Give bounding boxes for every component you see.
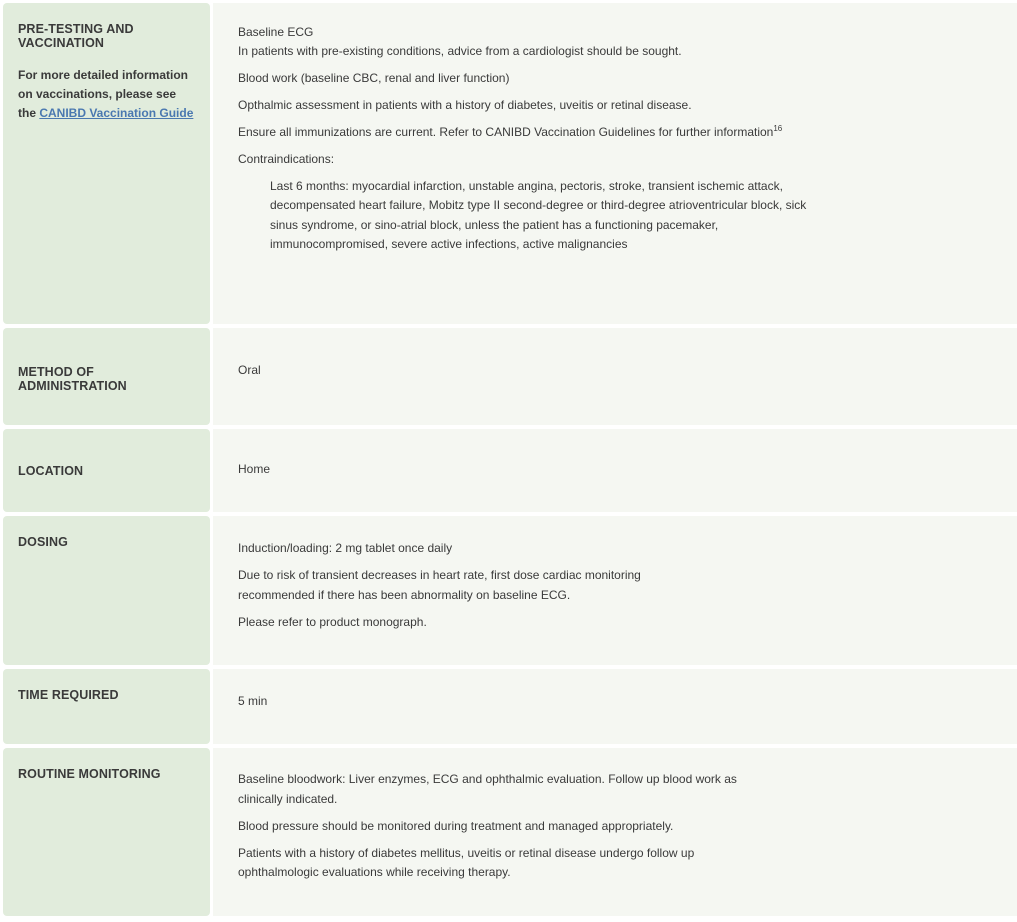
canibd-vaccination-guide-link[interactable]: CANIBD Vaccination Guide xyxy=(39,106,194,120)
label-location: LOCATION xyxy=(18,464,84,478)
row-location xyxy=(0,429,1017,512)
label-cell-method xyxy=(3,328,210,425)
contraindications-text: Last 6 months: myocardial infarction, unstable angina, pectoris, stroke, transient ischemic attack, decompensated heart failure, Mobitz type II second-degree or third-degree atrioventricular block, sick sinus syndrome, or sino-atrial block, unless the patient has a functioning pacemaker, immunocompromised, severe active infections, active malignancies xyxy=(270,178,807,251)
row-method xyxy=(0,328,1017,425)
label-cell-dosing xyxy=(3,516,210,665)
content-cell-time xyxy=(213,669,1017,744)
cardiologist-text: In patients with pre-existing conditions, advice from a cardiologist should be sought. xyxy=(238,44,682,58)
row-pretesting xyxy=(0,3,1017,324)
baseline-ecg-text: Baseline ECG xyxy=(238,25,314,39)
label-dosing: DOSING xyxy=(18,535,68,549)
label-monitoring: ROUTINE MONITORING xyxy=(18,767,161,781)
row-monitoring xyxy=(0,748,1017,916)
dosing-monograph: Please refer to product monograph. xyxy=(238,614,427,629)
immunizations-text: Ensure all immunizations are current. Refer to CANIBD Vaccination Guidelines for further information xyxy=(238,124,774,139)
row-time xyxy=(0,669,1017,744)
monitoring-diabetes: Patients with a history of diabetes mellitus, uveitis or retinal disease undergo follow up ophthalmologic evaluations while receiving therapy. xyxy=(238,845,695,879)
content-cell-method xyxy=(213,328,1017,425)
vaccination-note-text: For more detailed information on vaccinations, please see the xyxy=(18,68,189,120)
vaccination-note xyxy=(18,66,195,123)
label-cell-pretesting xyxy=(3,3,210,324)
content-cell-monitoring xyxy=(213,748,1017,916)
immunizations xyxy=(238,123,783,143)
content-cell-location xyxy=(213,429,1017,512)
baseline-ecg xyxy=(238,23,783,61)
method-value: Oral xyxy=(238,363,261,377)
label-pretesting: PRE-TESTING AND VACCINATION xyxy=(18,22,134,50)
label-time: TIME REQUIRED xyxy=(18,688,119,702)
dosing-cardiac: Due to risk of transient decreases in heart rate, first dose cardiac monitoring recommended if there has been abnormality on baseline ECG. xyxy=(238,568,641,602)
monitoring-blood-pressure: Blood pressure should be monitored during treatment and managed appropriately. xyxy=(238,818,674,833)
location-value: Home xyxy=(238,462,271,476)
monitoring-bloodwork: Baseline bloodwork: Liver enzymes, ECG and ophthalmic evaluation. Follow up blood work as clinically indicated. xyxy=(238,772,737,806)
reference-superscript: 16 xyxy=(773,123,783,133)
content-cell-pretesting xyxy=(213,3,1017,324)
blood-work-text: Blood work (baseline CBC, renal and liver function) xyxy=(238,70,510,85)
content-cell-dosing xyxy=(213,516,1017,665)
dosing-induction: Induction/loading: 2 mg tablet once daily xyxy=(238,541,453,555)
contraindications-label: Contraindications: xyxy=(238,151,335,166)
label-cell-time xyxy=(3,669,210,744)
time-value: 5 min xyxy=(238,694,268,708)
ophthalmic-text: Opthalmic assessment in patients with a history of diabetes, uveitis or retinal disease. xyxy=(238,97,692,112)
row-dosing xyxy=(0,516,1017,665)
label-method: METHOD OF ADMINISTRATION xyxy=(18,365,127,393)
label-cell-location xyxy=(3,429,210,512)
label-cell-monitoring xyxy=(3,748,210,916)
